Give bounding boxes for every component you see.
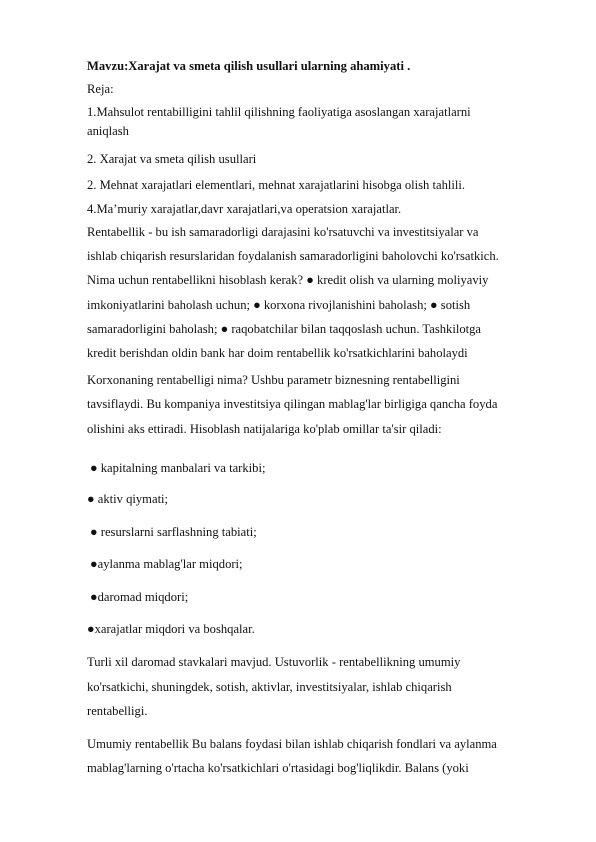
plan-item: 4.Ma’muriy xarajatlar,davr xarajatlari,va operatsion xarajatlar. — [87, 202, 402, 216]
paragraph-line: Umumiy rentabellik Bu balans foydasi bilan ishlab chiqarish fondlari va aylanma — [87, 737, 497, 751]
plan-item: aniqlash — [87, 124, 129, 138]
bullet-item: ●aylanma mablag'lar miqdori; — [90, 557, 243, 571]
paragraph-line: Rentabellik - bu ish samaradorligi darajasini ko'rsatuvchi va investitsiyalar va — [87, 225, 479, 239]
plan-item: 2. Xarajat va smeta qilish usullari — [87, 152, 257, 166]
paragraph-line: mablag'larning o'rtacha ko'rsatkichlari o'rtasidagi bog'liqlikdir. Balans (yoki — [87, 761, 469, 775]
paragraph-line: kredit berishdan oldin bank har doim rentabellik ko'rsatkichlarini baholaydi — [87, 346, 468, 360]
paragraph-line: Korxonaning rentabelligi nima? Ushbu parametr biznesning rentabelligini — [87, 373, 460, 387]
paragraph-line: olishini aks ettiradi. Hisoblash natijalariga ko'plab omillar ta'sir qiladi: — [87, 422, 442, 436]
bullet-item: ●xarajatlar miqdori va boshqalar. — [87, 622, 255, 636]
paragraph-line: ko'rsatkichi, shuningdek, sotish, aktivlar, investitsiyalar, ishlab chiqarish — [87, 680, 452, 694]
paragraph-line: rentabelligi. — [87, 704, 148, 718]
bullet-item: ●daromad miqdori; — [90, 590, 189, 604]
paragraph-line: Nima uchun rentabellikni hisoblash kerak? ● kredit olish va ularning moliyaviy — [87, 273, 489, 287]
plan-label: Reja: — [87, 82, 114, 96]
paragraph-line: ishlab chiqarish resurslaridan foydalanish samaradorligini baholovchi ko'rsatkich. — [87, 249, 499, 263]
paragraph-line: Turli xil daromad stavkalari mavjud. Ustuvorlik - rentabellikning umumiy — [87, 655, 461, 669]
plan-item: 1.Mahsulot rentabilligini tahlil qilishning faoliyatiga asoslangan xarajatlarni — [87, 105, 471, 119]
paragraph-line: samaradorligini baholash; ● raqobatchilar bilan taqqoslash uchun. Tashkilotga — [87, 322, 482, 336]
document-title: Mavzu:Xarajat va smeta qilish usullari ularning ahamiyati . — [87, 59, 411, 73]
plan-item: 2. Mehnat xarajatlari elementlari, mehnat xarajatlarini hisobga olish tahlili. — [87, 178, 466, 192]
bullet-item: ● kapitalning manbalari va tarkibi; — [90, 461, 266, 475]
bullet-item: ● aktiv qiymati; — [87, 492, 169, 506]
paragraph-line: imkoniyatlarini baholash uchun; ● korxona rivojlanishini baholash; ● sotish — [87, 298, 471, 312]
paragraph-line: tavsiflaydi. Bu kompaniya investitsiya qilingan mablag'lar birligiga qancha foyda — [87, 397, 498, 411]
bullet-item: ● resurslarni sarflashning tabiati; — [90, 525, 257, 539]
